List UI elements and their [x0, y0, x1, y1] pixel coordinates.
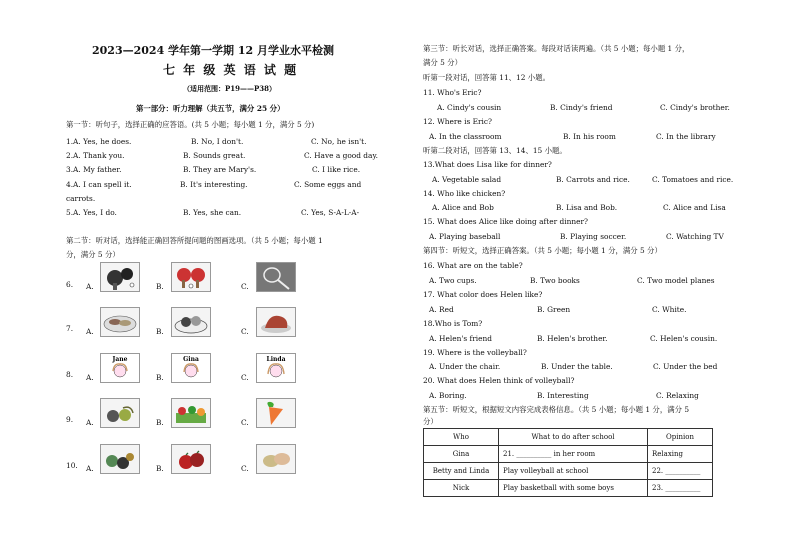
- q6-label-c: C.: [241, 282, 249, 291]
- q3-option-a: 3.A. My father.: [66, 165, 122, 174]
- q9-label-a: A.: [86, 418, 94, 427]
- sec2-instruction-cont: 分，满分 5 分）: [66, 250, 120, 259]
- q14-option-b: B. Lisa and Bob.: [556, 203, 618, 212]
- q12-option-b: B. In his room: [563, 132, 616, 141]
- q11-option-c: C. Cindy's brother.: [660, 103, 730, 112]
- header-who: Who: [424, 429, 499, 446]
- sec3-instruction-cont: 满分 5 分）: [423, 58, 462, 67]
- girl-jane-image: [100, 353, 140, 383]
- sec4-instruction: 第四节：听短文，选择正确答案。（共 5 小题；每小题 1 分，满分 5 分）: [423, 246, 662, 255]
- q10-label-c: C.: [241, 464, 249, 473]
- exam-subtitle: 七 年 级 英 语 试 题: [163, 63, 299, 77]
- q15-question: 15. What does Alice like doing after dinner?: [423, 217, 588, 226]
- cell-opinion: 22. __________: [648, 463, 713, 480]
- q7-label-b: B.: [156, 327, 164, 336]
- q17-question: 17. What color does Helen like?: [423, 290, 543, 299]
- part1-title: 第一部分：听力理解（共五节，满分 25 分）: [136, 104, 285, 113]
- girl-linda-image: [256, 353, 296, 383]
- q19-option-c: C. Under the bed: [653, 362, 718, 371]
- cell-who: Gina: [424, 446, 499, 463]
- q10-label-a: A.: [86, 464, 94, 473]
- q1-option-b: B. No, I don't.: [191, 137, 244, 146]
- sec3-lead-2: 听第二段对话，回答第 13、14、15 小题。: [423, 146, 567, 155]
- ping-pong-set-image: [171, 262, 211, 292]
- q8-label-c: C.: [241, 373, 249, 382]
- meat-dish-image: [256, 307, 296, 337]
- q2-option-c: C. Have a good day.: [304, 151, 378, 160]
- tennis-racket-image: [256, 262, 296, 292]
- q13-option-c: C. Tomatoes and rice.: [652, 175, 734, 184]
- q20-option-c: C. Relaxing: [656, 391, 699, 400]
- vegetables-image: [171, 398, 211, 428]
- tomatoes-image: [171, 444, 211, 474]
- q15-option-a: A. Playing baseball: [429, 232, 501, 241]
- q3-option-c: C. I like rice.: [312, 165, 361, 174]
- q15-option-c: C. Watching TV: [666, 232, 724, 241]
- q3-option-b: B. They are Mary's.: [183, 165, 257, 174]
- q5-option-b: B. Yes, she can.: [183, 208, 242, 217]
- sec1-instruction: 第一节：听句子，选择正确的应答语。(共 5 小题；每小题 1 分，满分 5 分): [66, 120, 315, 129]
- header-what: What to do after school: [499, 429, 648, 446]
- girl-gina-image: [171, 353, 211, 383]
- gina-name-tag: Gina: [183, 356, 199, 363]
- meal-dish-image: [171, 307, 211, 337]
- q18-option-c: C. Helen's cousin.: [650, 334, 718, 343]
- q12-option-c: C. In the library: [656, 132, 716, 141]
- q8-number: 8.: [66, 370, 74, 379]
- cell-who: Betty and Linda: [424, 463, 499, 480]
- q13-option-a: A. Vegetable salad: [432, 175, 502, 184]
- q6-label-a: A.: [86, 282, 94, 291]
- sec3-instruction: 第三节：听长对话，选择正确答案。每段对话读两遍。（共 5 小题；每小题 1 分，: [423, 44, 690, 53]
- table-row: [424, 446, 713, 463]
- q20-question: 20. What does Helen think of volleyball?: [423, 376, 575, 385]
- q4-option-c: C. Some eggs and: [294, 180, 362, 189]
- sec2-instruction: 第二节：听对话，选择能正确回答所提问题的图画选项。（共 5 小题；每小题 1: [66, 236, 323, 245]
- q1-option-a: 1.A. Yes, he does.: [66, 137, 132, 146]
- q8-label-a: A.: [86, 373, 94, 382]
- q6-number: 6.: [66, 280, 74, 289]
- cell-opinion: 23. __________: [648, 480, 713, 497]
- q14-option-c: C. Alice and Lisa: [663, 203, 726, 212]
- sec5-instruction: 第五节：听短文，根据短文内容完成表格信息。（共 5 小题；每小题 1 分，满分 5: [423, 405, 690, 414]
- table-row: [424, 463, 713, 480]
- q20-option-a: A. Boring.: [429, 391, 467, 400]
- q13-option-b: B. Carrots and rice.: [556, 175, 630, 184]
- cell-opinion: Relaxing: [648, 446, 713, 463]
- potatoes-image: [256, 444, 296, 474]
- jane-name-tag: Jane: [112, 356, 128, 363]
- header-opinion: Opinion: [648, 429, 713, 446]
- q13-question: 13.What does Lisa like for dinner?: [423, 160, 552, 169]
- q18-question: 18.Who is Tom?: [423, 319, 483, 328]
- q9-label-c: C.: [241, 418, 249, 427]
- q16-option-b: B. Two books: [530, 276, 580, 285]
- after-school-table: [423, 428, 713, 497]
- q5-option-a: 5.A. Yes, I do.: [66, 208, 117, 217]
- q2-option-a: 2.A. Thank you.: [66, 151, 125, 160]
- q11-option-b: B. Cindy's friend: [550, 103, 613, 112]
- q20-option-b: B. Interesting: [537, 391, 589, 400]
- q17-option-c: C. White.: [652, 305, 687, 314]
- q4-option-c-cont: carrots.: [66, 194, 96, 203]
- ping-pong-paddles-image: [100, 262, 140, 292]
- q7-number: 7.: [66, 324, 74, 333]
- sec3-lead-1: 听第一段对话，回答第 11、12 小题。: [423, 73, 550, 82]
- q19-option-b: B. Under the table.: [541, 362, 613, 371]
- q12-option-a: A. In the classroom: [429, 132, 502, 141]
- cell-what: Play basketball with some boys: [499, 480, 648, 497]
- q9-number: 9.: [66, 415, 74, 424]
- q16-question: 16. What are on the table?: [423, 261, 523, 270]
- q12-question: 12. Where is Eric?: [423, 117, 492, 126]
- q7-label-c: C.: [241, 327, 249, 336]
- q4-option-a: 4.A. I can spell it.: [66, 180, 132, 189]
- sec5-instruction-cont: 分）: [423, 417, 438, 426]
- q17-option-a: A. Red: [429, 305, 454, 314]
- q7-label-a: A.: [86, 327, 94, 336]
- exam-scope: （适用范围：P19——P38）: [183, 84, 277, 93]
- q10-label-b: B.: [156, 464, 164, 473]
- q4-option-b: B. It's interesting.: [180, 180, 248, 189]
- q18-option-b: B. Helen's brother.: [537, 334, 608, 343]
- q1-option-c: C. No, he isn't.: [311, 137, 367, 146]
- linda-name-tag: Linda: [266, 356, 286, 363]
- carrot-image: [256, 398, 296, 428]
- cell-who: Nick: [424, 480, 499, 497]
- q5-option-c: C. Yes, S-A-L-A-: [301, 208, 360, 217]
- q9-label-b: B.: [156, 418, 164, 427]
- table-row: [424, 480, 713, 497]
- cell-what: 21. __________ in her room: [499, 446, 648, 463]
- fruit-image: [100, 398, 140, 428]
- q14-question: 14. Who like chicken?: [423, 189, 506, 198]
- q2-option-b: B. Sounds great.: [183, 151, 246, 160]
- q14-option-a: A. Alice and Bob: [432, 203, 494, 212]
- q11-option-a: A. Cindy's cousin: [437, 103, 502, 112]
- cell-what: Play volleyball at school: [499, 463, 648, 480]
- q6-label-b: B.: [156, 282, 164, 291]
- q17-option-b: B. Green: [537, 305, 571, 314]
- mixed-vegetables-image: [100, 444, 140, 474]
- q8-label-b: B.: [156, 373, 164, 382]
- q11-question: 11. Who's Eric?: [423, 88, 482, 97]
- q15-option-b: B. Playing soccer.: [560, 232, 627, 241]
- table-header-row: [424, 429, 713, 446]
- q16-option-c: C. Two model planes: [637, 276, 715, 285]
- q18-option-a: A. Helen's friend: [429, 334, 493, 343]
- q16-option-a: A. Two cups.: [429, 276, 477, 285]
- q10-number: 10.: [66, 461, 78, 470]
- q19-option-a: A. Under the chair.: [429, 362, 501, 371]
- exam-title: 2023—2024 学年第一学期 12 月学业水平检测: [92, 44, 335, 57]
- food-plate-image: [100, 307, 140, 337]
- q19-question: 19. Where is the volleyball?: [423, 348, 527, 357]
